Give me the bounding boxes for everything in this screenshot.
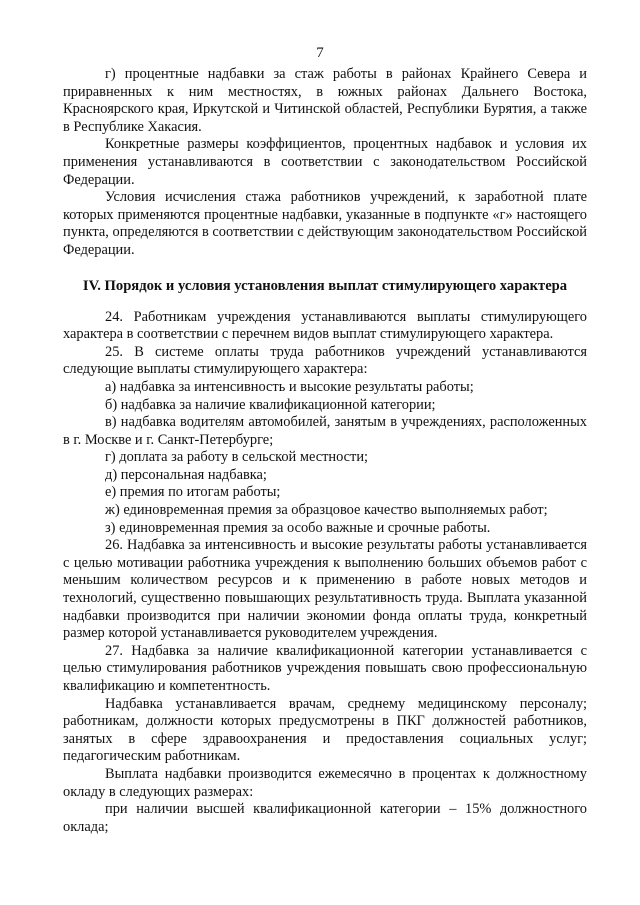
paragraph-25: 25. В системе оплаты труда работников учреждений устанавливаются следующие выплаты стимулирующего характера: [63,343,587,378]
paragraph-24: 24. Работникам учреждения устанавливаются выплаты стимулирующего характера в соответствии с перечнем видов выплат стимулирующего характера. [63,308,587,343]
list-item: д) персональная надбавка; [105,466,267,483]
paragraph-coefficients: Конкретные размеры коэффициентов, процентных надбавок и условия их применения устанавливаются в соответствии с законодательством Российской Федерации. [63,136,587,188]
paragraph-seniority-conditions: Условия исчисления стажа работников учреждений, к заработной плате которых применяются процентные надбавки, указанные в подпункте «г» настоящего пункта, определяются в соответствии с действующим законодательством Российской Федерации. [63,189,587,258]
paragraph-27-payment: Выплата надбавки производится ежемесячно в процентах к должностному окладу в следующих размерах: [63,765,587,800]
page-number: 7 [316,45,324,61]
list-item: з) единовременная премия за особо важные и срочные работы. [105,519,491,536]
list-item: а) надбавка за интенсивность и высокие результаты работы; [105,378,474,395]
list-item: г) доплата за работу в сельской местности; [105,449,369,466]
list-item: ж) единовременная премия за образцовое качество выполняемых работ; [105,502,548,519]
section-heading: IV. Порядок и условия установления выплат стимулирующего характера [82,277,568,294]
paragraph-27: 27. Надбавка за наличие квалификационной категории устанавливается с целью стимулирования работников учреждения повышать свою профессиональную квалификацию и компетентность. [63,642,587,694]
list-item: е) премия по итогам работы; [105,484,281,501]
page-body [63,66,587,836]
paragraph-allowances-north: г) процентные надбавки за стаж работы в районах Крайнего Севера и приравненных к ним местностях, в южных районах Дальнего Востока, Красноярского края, Иркутской и Читинской областей, Республики Бурятия, а также в Республике Хакасия. [63,66,587,135]
paragraph-27-recipients: Надбавка устанавливается врачам, среднему медицинскому персоналу; работникам, должности которых предусмотрены в ПКГ должностей работников, занятых в сфере здравоохранения и предоставления социальных услуг; педагогическим работникам. [63,695,587,765]
paragraph-27-highest-category: при наличии высшей квалификационной категории – 15% должностного оклада; [63,801,587,835]
list-item: в) надбавка водителям автомобилей, занятым в учреждениях, расположенных в г. Москве и г. Санкт-Петербурге; [63,414,587,448]
paragraph-26: 26. Надбавка за интенсивность и высокие результаты работы устанавливается с целью мотивации работника учреждения к выполнению больших объемов работ с меньшим количеством ресурсов и к применению в работе новых методов и технологий, существенно повышающих результативность труда. Выплата указанной надбавки производится при наличии экономии фонда оплаты труда, конкретный размер которой устанавливается руководителем учреждения. [63,537,587,642]
list-item: б) надбавка за наличие квалификационной категории; [105,396,436,413]
